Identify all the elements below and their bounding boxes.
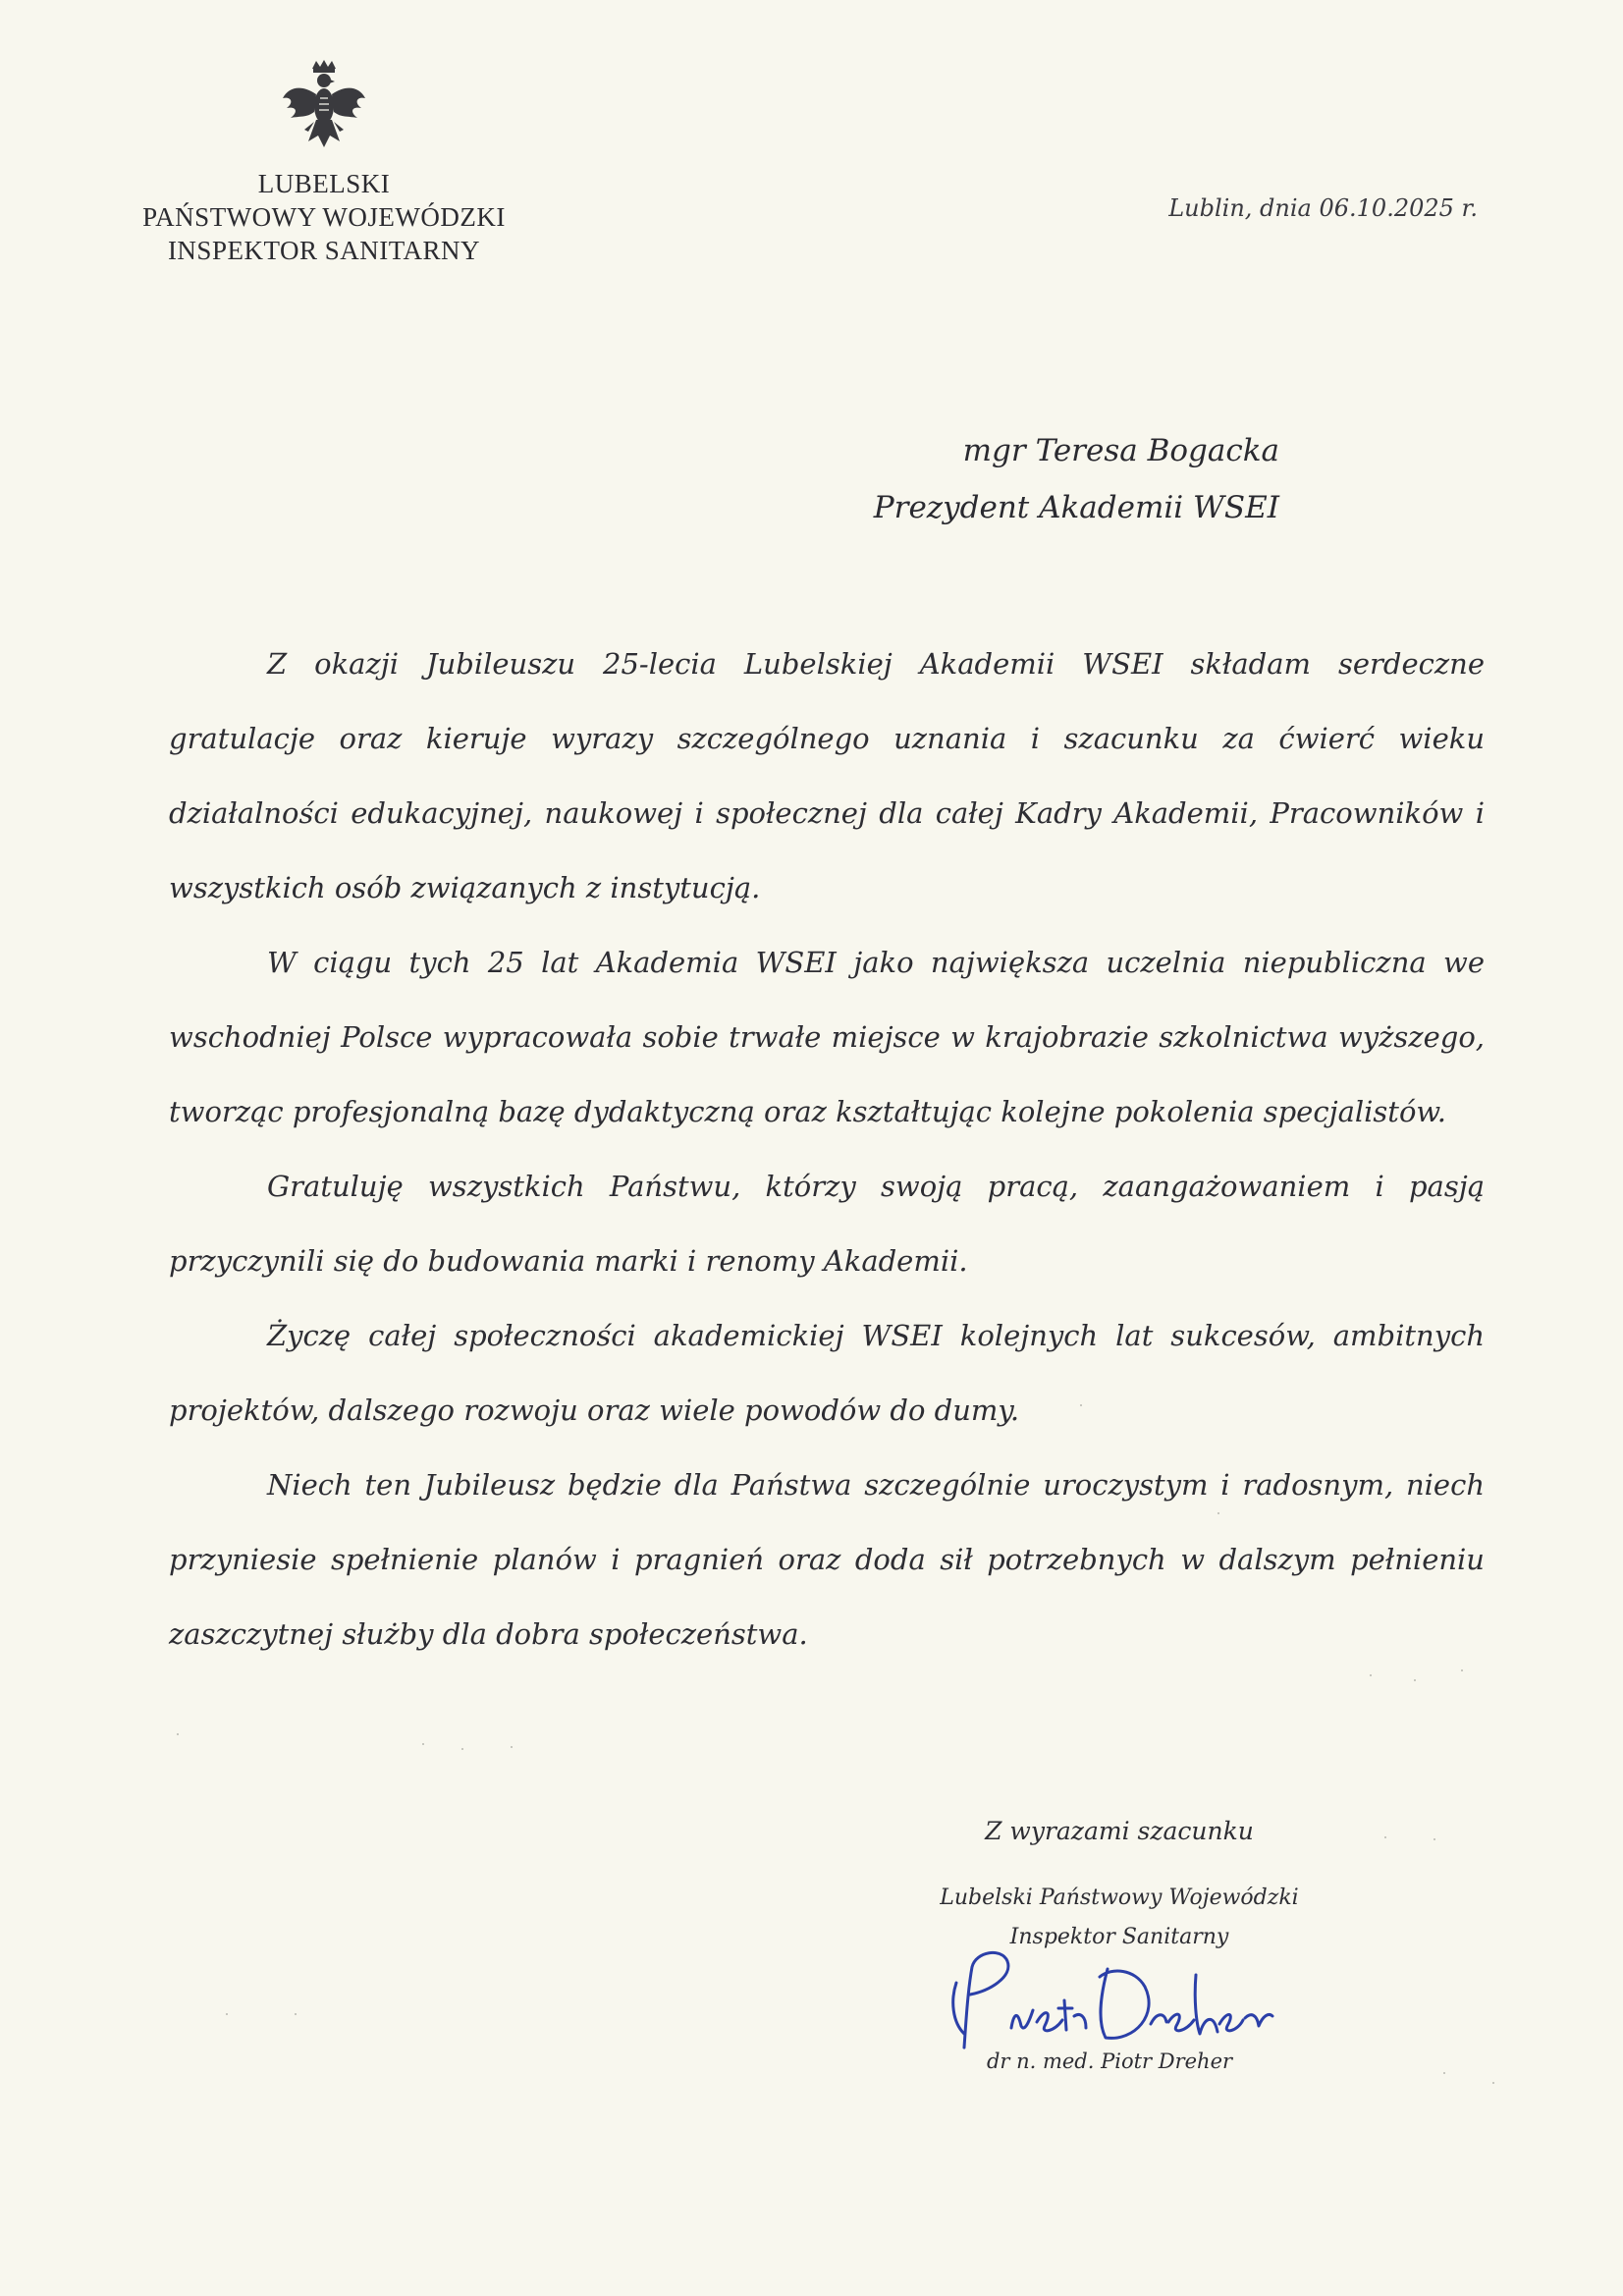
body-paragraph-4: Życzę całej społeczności akademickiej WSEI kolejnych lat sukcesów, ambitnych projektów, dalszego rozwoju oraz wiele powodów do dumy.: [169, 1319, 1485, 1427]
institution-line-2: PAŃSTWOWY WOJEWÓDZKI: [142, 202, 506, 232]
paper-speckle: [1492, 2082, 1494, 2084]
paper-speckle: [1370, 1674, 1372, 1676]
paper-speckle: [1414, 1679, 1416, 1681]
paper-speckle: [1384, 1836, 1386, 1838]
closing-block: [884, 1812, 1355, 1957]
body-paragraph-5: Niech ten Jubileusz będzie dla Państwa szczególnie uroczystym i radosnym, niech przyniesie spełnienie planów i pragnień oraz doda sił potrzebnych w dalszym pełnieniu zaszczytnej służby dla dobra społeczeństwa.: [169, 1468, 1485, 1651]
paper-speckle: [511, 1746, 513, 1748]
letter-date: Lublin, dnia 06.10.2025 r.: [1168, 194, 1478, 222]
addressee-block: [874, 422, 1279, 536]
closing-regards: Z wyrazami szacunku: [985, 1817, 1254, 1845]
letterhead: [118, 59, 530, 267]
addressee-title: Prezydent Akademii WSEI: [873, 490, 1279, 525]
letter-body: [169, 627, 1485, 1671]
paper-speckle: [226, 2013, 228, 2015]
body-paragraph-1: Z okazji Jubileuszu 25-lecia Lubelskiej Akademii WSEI składam serdeczne gratulacje oraz kieruje wyrazy szczególnego uznania i szacunku za ćwierć wieku działalności edukacyjnej, naukowej i społecznej dla całej Kadry Akademii, Pracowników i wszystkich osób związanych z instytucją.: [169, 647, 1485, 904]
signer-name: dr n. med. Piotr Dreher: [986, 2050, 1233, 2073]
signer-position-line-1: Lubelski Państwowy Wojewódzki: [940, 1886, 1299, 1910]
signer-position-line-2: Inspektor Sanitarny: [1009, 1925, 1229, 1949]
paper-speckle: [1080, 1404, 1082, 1406]
paper-speckle: [1461, 1669, 1463, 1671]
addressee-name: mgr Teresa Bogacka: [962, 433, 1279, 468]
paper-speckle: [1443, 2072, 1445, 2074]
paper-speckle: [461, 1748, 463, 1750]
paper-speckle: [422, 1743, 424, 1745]
paper-speckle: [1217, 1512, 1219, 1514]
paper-speckle: [177, 1733, 179, 1735]
institution-line-3: INSPEKTOR SANITARNY: [167, 236, 481, 265]
polish-eagle-emblem-icon: [279, 59, 369, 157]
institution-line-1: LUBELSKI: [257, 169, 391, 198]
paper-speckle: [1434, 1838, 1435, 1840]
body-paragraph-3: Gratuluję wszystkich Państwu, którzy swoją pracą, zaangażowaniem i pasją przyczynili się do budowania marki i renomy Akademii.: [169, 1170, 1485, 1278]
paper-speckle: [295, 2013, 297, 2015]
body-paragraph-2: W ciągu tych 25 lat Akademia WSEI jako największa uczelnia niepubliczna we wschodniej Polsce wypracowała sobie trwałe miejsce w krajobrazie szkolnictwa wyższego, tworząc profesjonalną bazę dydaktyczną oraz kształtując kolejne pokolenia specjalistów.: [169, 946, 1485, 1128]
